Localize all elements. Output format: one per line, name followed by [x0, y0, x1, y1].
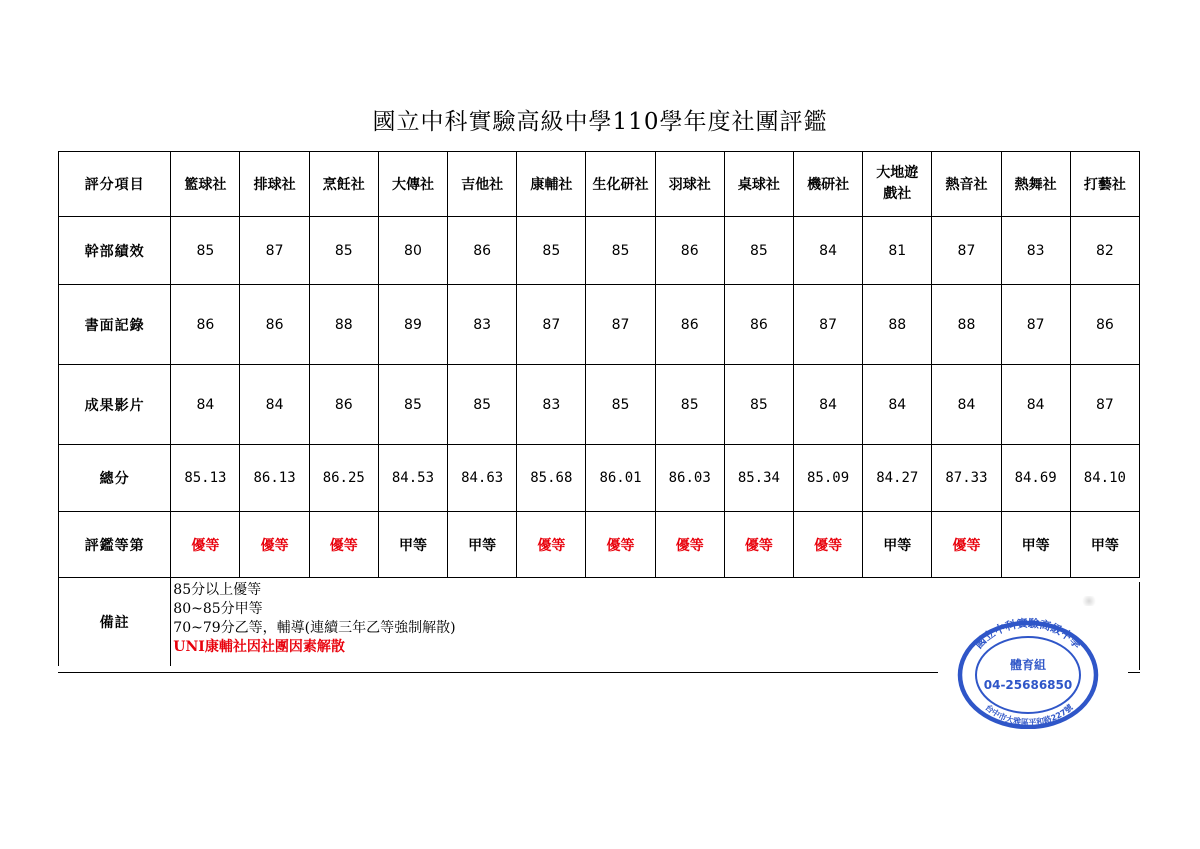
row-label: 成果影片: [59, 365, 171, 445]
club-name: 熱舞社: [1001, 152, 1070, 217]
club-name: 排球社: [240, 152, 309, 217]
total-score-cell: 85.68: [517, 445, 586, 512]
score-cell: 84: [793, 365, 862, 445]
club-name: 康輔社: [517, 152, 586, 217]
total-score-cell: 84.63: [448, 445, 517, 512]
score-row-cadre: [59, 217, 1140, 285]
club-name: 打藝社: [1070, 152, 1139, 217]
club-name: 大傳社: [378, 152, 447, 217]
score-cell: 89: [378, 285, 447, 365]
score-cell: 87: [240, 217, 309, 285]
score-cell: 87: [586, 285, 655, 365]
grade-row: [59, 512, 1140, 578]
grade-cell: 優等: [724, 512, 793, 578]
score-cell: 87: [932, 217, 1001, 285]
score-cell: 87: [517, 285, 586, 365]
table-bottom-border: [58, 672, 938, 673]
grade-cell: 優等: [240, 512, 309, 578]
total-score-cell: 85.34: [724, 445, 793, 512]
table-right-border: [1139, 582, 1140, 670]
grade-cell: 優等: [932, 512, 1001, 578]
school-seal-stamp: [956, 617, 1100, 729]
score-cell: 88: [863, 285, 932, 365]
club-name: 機研社: [793, 152, 862, 217]
remark-line: 70~79分乙等，輔導(連續三年乙等強制解散): [173, 620, 456, 636]
total-score-cell: 84.10: [1070, 445, 1139, 512]
document-title: 國立中科實驗高級中學110學年度社團評鑑: [372, 109, 828, 135]
score-cell: 80: [378, 217, 447, 285]
total-score-cell: 84.69: [1001, 445, 1070, 512]
score-cell: 85: [171, 217, 240, 285]
score-cell: 84: [171, 365, 240, 445]
score-cell: 83: [517, 365, 586, 445]
grade-cell: 甲等: [863, 512, 932, 578]
score-cell: 87: [793, 285, 862, 365]
grade-cell: 甲等: [1001, 512, 1070, 578]
score-cell: 84: [793, 217, 862, 285]
score-cell: 85: [378, 365, 447, 445]
score-cell: 84: [932, 365, 1001, 445]
score-cell: 86: [448, 217, 517, 285]
header-label: 評分項目: [59, 152, 171, 217]
seal-office: 體育組: [1009, 658, 1047, 672]
row-label: 總分: [59, 445, 171, 512]
grade-cell: 優等: [309, 512, 378, 578]
score-cell: 83: [448, 285, 517, 365]
total-score-cell: 86.25: [309, 445, 378, 512]
score-cell: 84: [240, 365, 309, 445]
score-row-total: [59, 445, 1140, 512]
club-name: 桌球社: [724, 152, 793, 217]
grade-cell: 甲等: [1070, 512, 1139, 578]
total-score-cell: 84.27: [863, 445, 932, 512]
seal-inner-ring: [976, 637, 1080, 713]
remarks-label: 備註: [59, 578, 171, 667]
club-name: 籃球社: [171, 152, 240, 217]
score-cell: 87: [1070, 365, 1139, 445]
grade-cell: 優等: [793, 512, 862, 578]
score-cell: 84: [863, 365, 932, 445]
row-label: 書面記錄: [59, 285, 171, 365]
total-score-cell: 84.53: [378, 445, 447, 512]
club-name: 羽球社: [655, 152, 724, 217]
total-score-cell: 85.13: [171, 445, 240, 512]
score-row-written: [59, 285, 1140, 365]
scan-smudge: [1082, 596, 1096, 606]
score-cell: 86: [1070, 285, 1139, 365]
score-cell: 88: [932, 285, 1001, 365]
row-label: 評鑑等第: [59, 512, 171, 578]
total-score-cell: 87.33: [932, 445, 1001, 512]
score-cell: 85: [586, 217, 655, 285]
grade-cell: 甲等: [378, 512, 447, 578]
grade-cell: 優等: [171, 512, 240, 578]
club-name: 烹飪社: [309, 152, 378, 217]
club-name: 生化研社: [586, 152, 655, 217]
club-name: 吉他社: [448, 152, 517, 217]
score-row-video: [59, 365, 1140, 445]
grade-cell: 甲等: [448, 512, 517, 578]
score-cell: 88: [309, 285, 378, 365]
evaluation-table: [58, 151, 1140, 666]
score-cell: 85: [586, 365, 655, 445]
seal-school-name: 國立中科實驗高級中學: [972, 617, 1084, 652]
score-cell: 83: [1001, 217, 1070, 285]
score-cell: 85: [655, 365, 724, 445]
score-cell: 86: [309, 365, 378, 445]
score-cell: 86: [724, 285, 793, 365]
total-score-cell: 86.13: [240, 445, 309, 512]
total-score-cell: 86.03: [655, 445, 724, 512]
score-cell: 84: [1001, 365, 1070, 445]
score-cell: 85: [724, 365, 793, 445]
score-cell: 86: [655, 217, 724, 285]
score-cell: 86: [171, 285, 240, 365]
grade-cell: 優等: [517, 512, 586, 578]
club-name: 熱音社: [932, 152, 1001, 217]
seal-address: 台中市大雅區平和路227號: [983, 702, 1075, 728]
score-cell: 81: [863, 217, 932, 285]
remark-line: 80~85分甲等: [173, 601, 263, 617]
club-name: 大地遊戲社: [863, 152, 932, 217]
table-bottom-border: [1128, 672, 1140, 673]
row-label: 幹部績效: [59, 217, 171, 285]
score-cell: 86: [240, 285, 309, 365]
score-cell: 85: [448, 365, 517, 445]
header-row: [59, 152, 1140, 217]
total-score-cell: 86.01: [586, 445, 655, 512]
score-cell: 85: [309, 217, 378, 285]
remark-line: 85分以上優等: [173, 582, 262, 598]
score-cell: 87: [1001, 285, 1070, 365]
grade-cell: 優等: [586, 512, 655, 578]
seal-phone: 04-25686850: [983, 678, 1073, 692]
score-cell: 85: [724, 217, 793, 285]
total-score-cell: 85.09: [793, 445, 862, 512]
score-cell: 82: [1070, 217, 1139, 285]
score-cell: 85: [517, 217, 586, 285]
grade-cell: 優等: [655, 512, 724, 578]
dissolution-notice: UNI康輔社因社團因素解散: [173, 639, 345, 655]
score-cell: 86: [655, 285, 724, 365]
